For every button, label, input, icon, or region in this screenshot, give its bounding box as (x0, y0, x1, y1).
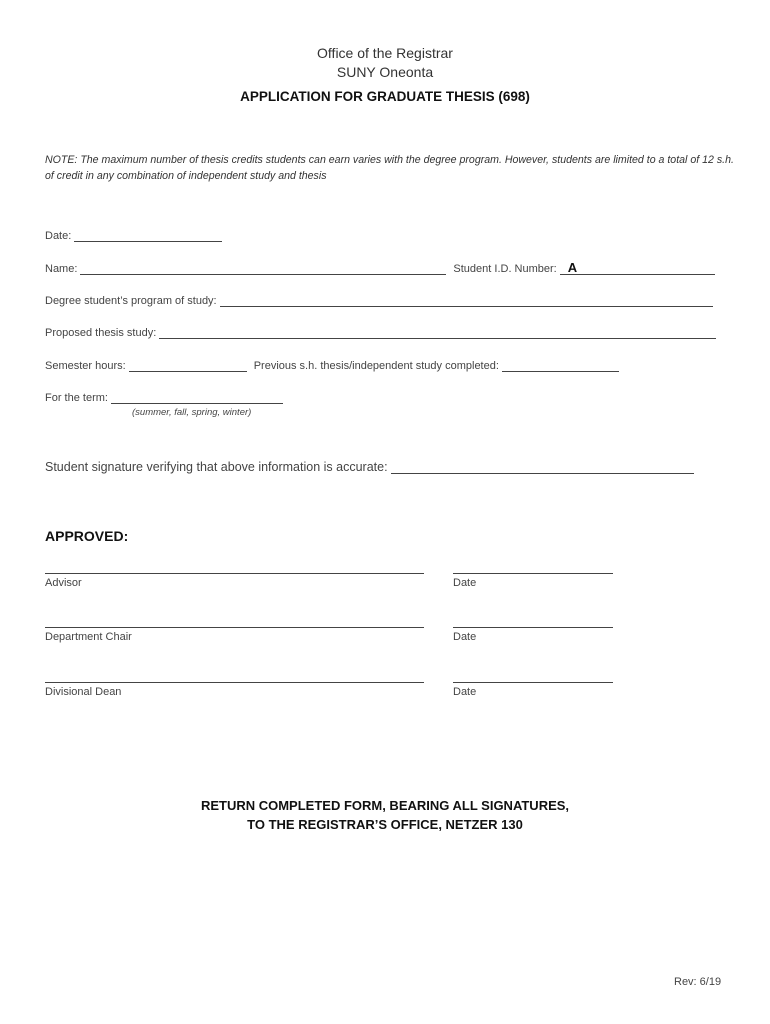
date-field[interactable] (74, 229, 222, 242)
dean-date-label: Date (453, 686, 477, 698)
signature-row (45, 459, 694, 474)
campus-name: SUNY Oneonta (336, 64, 434, 80)
date-row (45, 229, 222, 242)
dean-date-line[interactable] (453, 682, 613, 683)
dean-signature-line[interactable] (45, 682, 424, 683)
term-row (45, 391, 283, 404)
return-line-1: RETURN COMPLETED FORM, BEARING ALL SIGNATURES, (200, 798, 570, 813)
student-id-value: A (567, 260, 578, 275)
hours-row (45, 359, 619, 372)
advisor-date-label: Date (453, 577, 477, 589)
chair-date-line[interactable] (453, 627, 613, 628)
program-label: Degree student’s program of study: (45, 295, 217, 307)
student-signature-field[interactable] (391, 459, 694, 474)
form-title: APPLICATION FOR GRADUATE THESIS (698) (240, 89, 530, 104)
return-line-2: TO THE REGISTRAR’S OFFICE, NETZER 130 (247, 817, 523, 832)
name-field[interactable] (80, 262, 446, 275)
previous-sh-field[interactable] (502, 359, 619, 372)
advisor-date-line[interactable] (453, 573, 613, 574)
thesis-row (45, 326, 716, 339)
student-id-label: Student I.D. Number: (453, 263, 557, 275)
revision-label: Rev: 6/19 (674, 976, 722, 988)
program-field[interactable] (220, 294, 713, 307)
approved-heading: APPROVED: (45, 528, 129, 544)
advisor-signature-line[interactable] (45, 573, 424, 574)
chair-signature-line[interactable] (45, 627, 424, 628)
thesis-label: Proposed thesis study: (45, 327, 157, 339)
semester-hours-field[interactable] (129, 359, 247, 372)
semester-hours-label: Semester hours: (45, 360, 126, 372)
term-hint: (summer, fall, spring, winter) (132, 407, 252, 418)
chair-label: Department Chair (45, 631, 132, 643)
term-label: For the term: (45, 392, 108, 404)
thesis-field[interactable] (159, 326, 716, 339)
return-instructions (0, 796, 770, 834)
previous-sh-label: Previous s.h. thesis/independent study completed: (253, 360, 499, 372)
signature-label: Student signature verifying that above information is accurate: (45, 460, 388, 474)
name-label: Name: (45, 263, 78, 275)
date-label: Date: (45, 230, 72, 242)
office-name: Office of the Registrar (317, 45, 453, 61)
name-row (45, 262, 715, 275)
advisor-label: Advisor (45, 577, 82, 589)
term-field[interactable] (111, 391, 283, 404)
program-row (45, 294, 713, 307)
credit-note: NOTE: The maximum number of thesis credits students can earn varies with the degree program. However, students are limited to a total of 12 s.h. of credit in any combination of independent study and thesis (45, 154, 734, 182)
chair-date-label: Date (453, 631, 477, 643)
dean-label: Divisional Dean (45, 686, 122, 698)
student-id-field[interactable] (560, 262, 715, 275)
